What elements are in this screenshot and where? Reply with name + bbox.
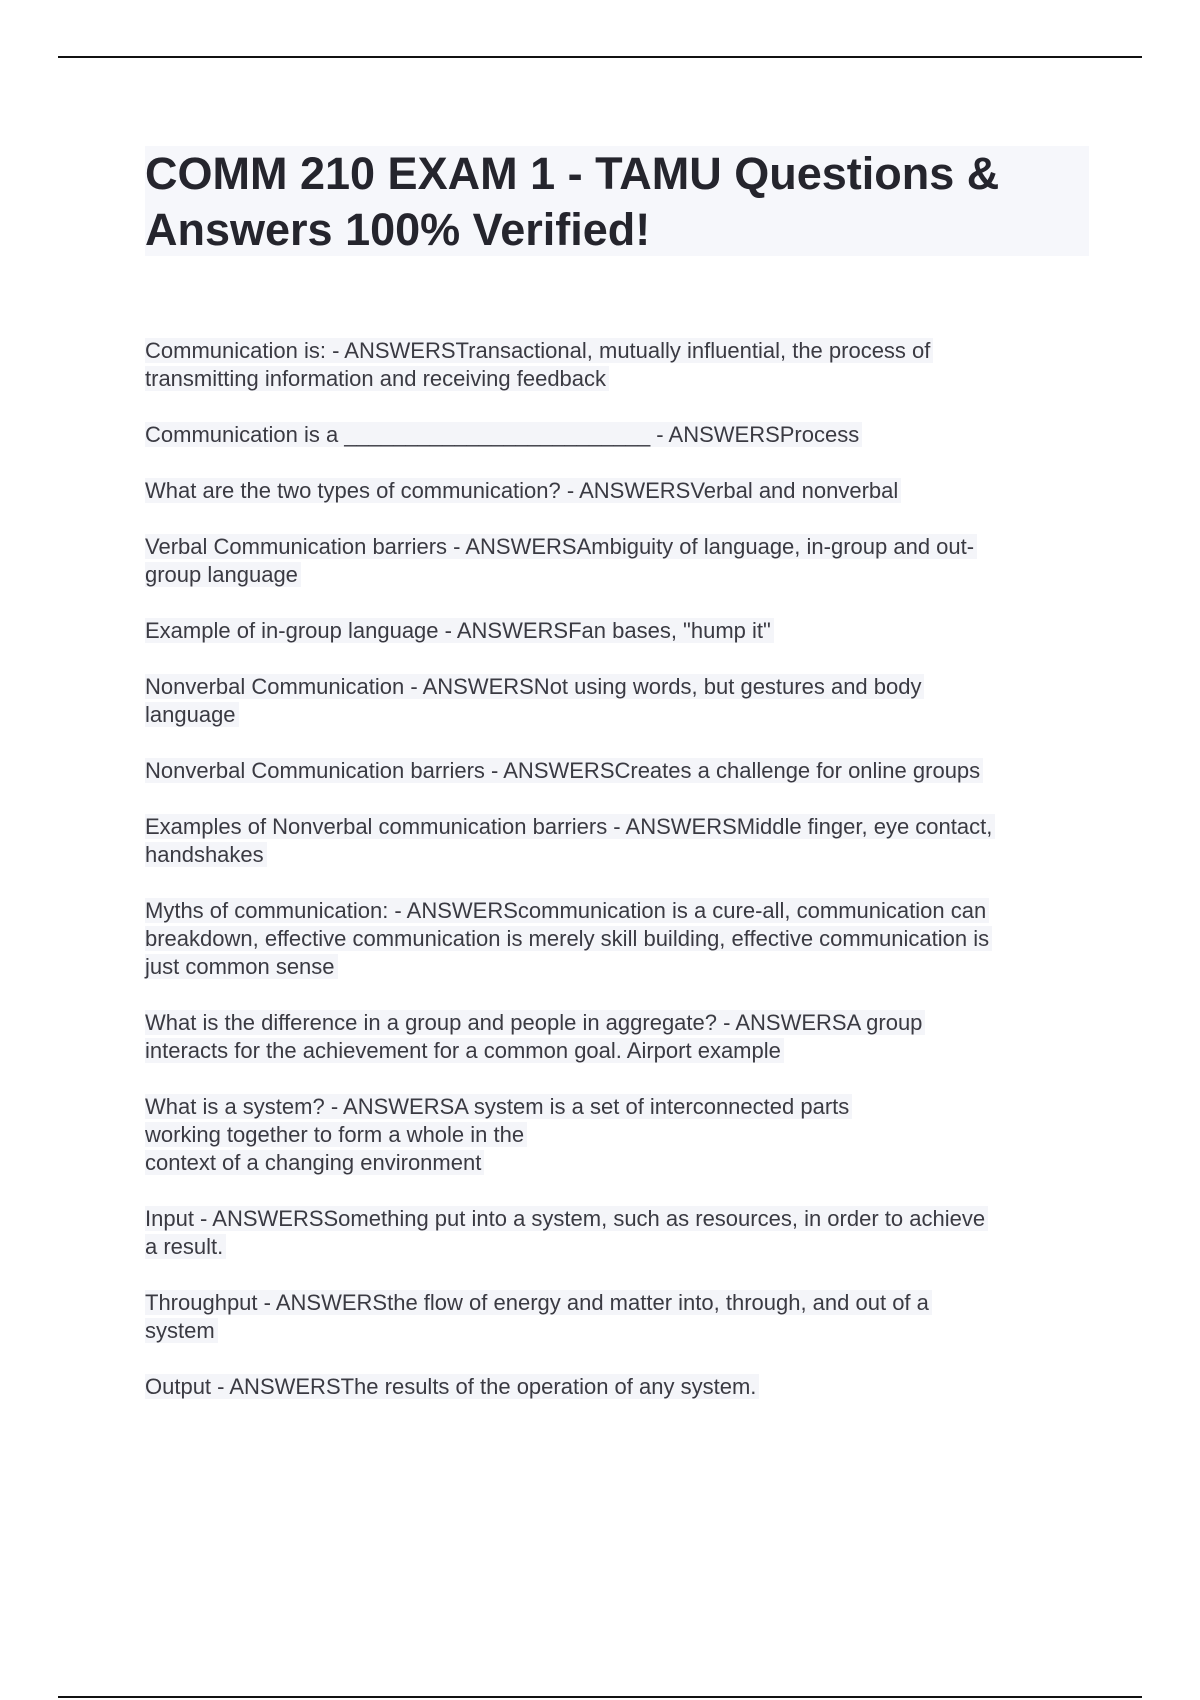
- qa-item: [145, 617, 1089, 645]
- qa-text: Throughput - ANSWERSthe flow of energy and matter into, through, and out of a system: [145, 1290, 932, 1343]
- qa-item: [145, 813, 1089, 869]
- bottom-rule: [58, 1696, 1142, 1698]
- qa-text: Input - ANSWERSSomething put into a system, such as resources, in order to achieve a result.: [145, 1206, 988, 1259]
- qa-text: Examples of Nonverbal communication barriers - ANSWERSMiddle finger, eye contact, handshakes: [145, 814, 995, 867]
- qa-text: What is a system? - ANSWERSA system is a set of interconnected parts working together to form a whole in the context of a changing environment: [145, 1094, 852, 1175]
- qa-text: Verbal Communication barriers - ANSWERSAmbiguity of language, in-group and out- group language: [145, 534, 977, 587]
- qa-item: [145, 673, 1089, 729]
- qa-item: [145, 757, 1089, 785]
- qa-text: What is the difference in a group and people in aggregate? - ANSWERSA group interacts for the achievement for a common goal. Airport example: [145, 1010, 925, 1063]
- qa-item: [145, 477, 1089, 505]
- qa-item: [145, 533, 1089, 589]
- title-block: [145, 146, 1089, 256]
- qa-item: [145, 421, 1089, 449]
- qa-item: [145, 1009, 1089, 1065]
- qa-text: Communication is a _________________________ - ANSWERSProcess: [145, 422, 862, 447]
- top-rule: [58, 56, 1142, 58]
- qa-text: Example of in-group language - ANSWERSFan bases, "hump it": [145, 618, 774, 643]
- qa-list: [145, 337, 1089, 1401]
- qa-item: [145, 1289, 1089, 1345]
- document-body: [145, 146, 1089, 1429]
- qa-text: Nonverbal Communication barriers - ANSWERSCreates a challenge for online groups: [145, 758, 983, 783]
- qa-item: [145, 897, 1089, 981]
- document-title: COMM 210 EXAM 1 - TAMU Questions & Answers 100% Verified!: [145, 148, 1000, 255]
- qa-item: [145, 337, 1089, 393]
- qa-text: Communication is: - ANSWERSTransactional, mutually influential, the process of transmitting information and receiving feedback: [145, 338, 933, 391]
- qa-item: [145, 1093, 1089, 1177]
- qa-text: Output - ANSWERSThe results of the operation of any system.: [145, 1374, 759, 1399]
- qa-item: [145, 1205, 1089, 1261]
- qa-text: Myths of communication: - ANSWERScommunication is a cure-all, communication can breakdown, effective communication is merely skill building, effective communication is just common sense: [145, 898, 992, 979]
- qa-text: What are the two types of communication? - ANSWERSVerbal and nonverbal: [145, 478, 901, 503]
- qa-text: Nonverbal Communication - ANSWERSNot using words, but gestures and body language: [145, 674, 924, 727]
- qa-item: [145, 1373, 1089, 1401]
